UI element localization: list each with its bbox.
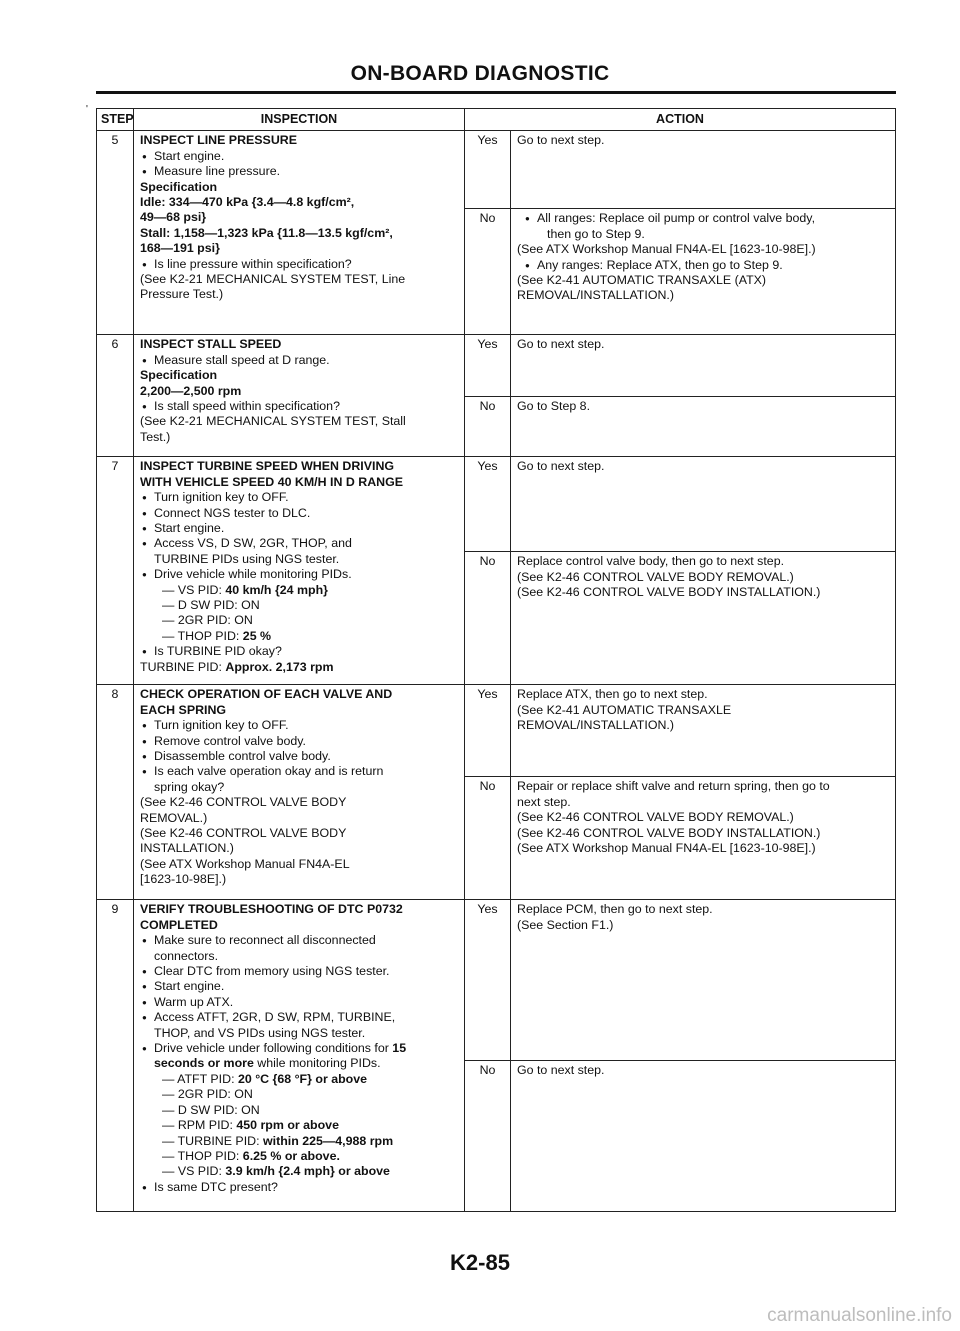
text-segment: (See K2-46 CONTROL VALVE BODY [140,826,347,841]
text-line [517,1063,889,1078]
line-heading [140,226,458,257]
text-segment: ● Access VS, D SW, 2GR, THOP, and [154,536,352,551]
text-segment: INSPECT STALL SPEED [140,337,282,352]
text-segment: — D SW PID: ON [162,1102,260,1117]
line-heading [140,195,458,226]
step-number: 8 [97,685,134,900]
text-segment: VERIFY TROUBLESHOOTING OF DTC P0732 [140,902,403,917]
text-segment: TURBINE PIDs using NGS tester. [154,551,340,566]
table-row [97,131,896,209]
text-segment: — ATFT PID: [162,1071,238,1086]
table-row [97,685,896,777]
bullet-item [140,1180,458,1195]
diagnostic-table [96,108,896,1212]
text-segment: Connect NGS tester to DLC. [154,505,311,520]
bullet-item [140,1010,458,1041]
text-segment: Disassemble control valve body. [154,749,331,764]
text-segment: Specification [140,179,218,194]
answer-cell: Yes [465,900,511,1061]
bullet-item [140,567,458,582]
text-segment: Go to next step. [517,1063,605,1078]
bullet-item [140,644,458,659]
text-segment: — THOP PID: [162,628,243,643]
line-heading [140,459,458,490]
text-segment: Is same DTC present? [154,1179,278,1194]
answer-cell: No [465,397,511,457]
text-segment: Measure stall speed at D range. [154,352,330,367]
step-number: 7 [97,457,134,685]
bold-value: Approx. 2,173 rpm [225,659,334,674]
text-line [517,570,889,585]
text-segment: WITH VEHICLE SPEED 40 KM/H IN D RANGE [140,474,403,489]
text-segment: 49—68 psi} [140,210,207,225]
text-segment: THOP, and VS PIDs using NGS tester. [154,1025,366,1040]
bold-value: 6.25 % or above. [242,1148,340,1163]
table-row [97,335,896,397]
text-segment: — 2GR PID: ON [162,613,253,628]
title-rule [96,91,896,94]
text-line [517,703,889,734]
line-heading [140,337,458,352]
answer-cell: Yes [465,131,511,209]
text-segment: (See ATX Workshop Manual FN4A-EL [1623-10-98E].) [517,841,816,856]
text-segment: Replace PCM, then go to next step. [517,902,713,917]
text-segment: Any ranges: Replace ATX, then go to Step 9. [537,257,783,272]
answer-cell: Yes [465,457,511,552]
margin-mark: ' [86,104,88,115]
bullet-item [140,353,458,368]
inspection-cell [134,131,465,335]
text-line [517,902,889,917]
line-heading [140,133,458,148]
bullet-item [140,257,458,272]
text-line [140,660,458,675]
text-segment: Start engine. [154,979,225,994]
text-line [517,554,889,569]
text-line [517,399,889,414]
bullet-item [140,506,458,521]
text-line [140,414,458,445]
line-heading [140,687,458,718]
inspection-cell [134,335,465,457]
text-segment: Go to next step. [517,459,605,474]
text-segment: (See K2-46 CONTROL VALVE BODY REMOVAL.) [517,569,794,584]
text-segment: REMOVAL/INSTALLATION.) [517,718,674,733]
text-segment: ● Access ATFT, 2GR, D SW, RPM, TURBINE, [154,1010,396,1025]
bullet-item [140,149,458,164]
text-segment: spring okay? [154,779,225,794]
text-segment: REMOVAL.) [140,810,208,825]
bullet-item [517,258,889,273]
text-line [140,1149,458,1164]
text-segment: — TURBINE PID: [162,1133,263,1148]
step-number: 9 [97,900,134,1212]
text-segment: — THOP PID: [162,1148,243,1163]
text-segment: INSTALLATION.) [140,841,234,856]
text-line [517,273,889,304]
bullet-item [140,979,458,994]
text-line [140,583,458,598]
text-line [517,918,889,933]
text-segment: CHECK OPERATION OF EACH VALVE AND [140,687,393,702]
text-segment: (See K2-41 AUTOMATIC TRANSAXLE [517,702,732,717]
page-title: ON-BOARD DIAGNOSTIC [350,62,610,85]
answer-cell: Yes [465,685,511,777]
text-segment: — 2GR PID: ON [162,1087,253,1102]
column-header-step: STEP [97,109,134,131]
bullet-item [140,536,458,567]
bold-value: 15 seconds or more [154,1041,407,1071]
text-segment: REMOVAL/INSTALLATION.) [517,288,674,303]
table-row [97,457,896,552]
text-segment: Is line pressure within specification? [154,256,352,271]
text-segment: (See ATX Workshop Manual FN4A-EL [140,856,350,871]
text-line [140,629,458,644]
text-line [517,841,889,856]
text-line [517,687,889,702]
text-line [517,337,889,352]
text-segment: — RPM PID: [162,1118,237,1133]
text-segment: ● Make sure to reconnect all disconnected [154,933,376,948]
text-line [517,779,889,810]
text-segment: Replace ATX, then go to next step. [517,687,708,702]
text-segment: Stall: 1,158—1,323 kPa {11.8—13.5 kgf/cm², [140,225,393,240]
text-line [140,1103,458,1118]
text-line [517,810,889,825]
bullet-item [140,490,458,505]
column-header-inspection: INSPECTION [134,109,465,131]
bullet-item [140,749,458,764]
text-segment: COMPLETED [140,917,218,932]
table-body [97,131,896,1212]
action-cell [511,685,896,777]
text-line [517,459,889,474]
answer-cell: No [465,777,511,900]
action-cell [511,1061,896,1212]
bullet-item [140,734,458,749]
action-cell [511,777,896,900]
inspection-cell [134,685,465,900]
bullet-item [140,764,458,795]
text-segment: (See ATX Workshop Manual FN4A-EL [1623-10-98E].) [517,242,816,257]
text-segment: then go to Step 9. [547,226,645,241]
text-segment: (See K2-46 CONTROL VALVE BODY INSTALLATION.) [517,825,821,840]
text-segment: while monitoring PIDs. [253,1056,381,1071]
text-line [140,1118,458,1133]
table-header-row [97,109,896,131]
action-cell [511,397,896,457]
text-segment: (See K2-21 MECHANICAL SYSTEM TEST, Line [140,272,406,287]
page-number: K2-85 [450,1250,510,1275]
text-segment: Turn ignition key to OFF. [154,490,289,505]
text-line [140,1072,458,1087]
text-segment: Go to next step. [517,337,605,352]
inspection-cell [134,900,465,1212]
bullet-item [140,521,458,536]
step-number: 5 [97,131,134,335]
text-line [140,598,458,613]
step-number: 6 [97,335,134,457]
bullet-item [140,718,458,733]
text-segment: Go to next step. [517,133,605,148]
answer-cell: Yes [465,335,511,397]
text-segment: Go to Step 8. [517,399,591,414]
bullet-item [140,964,458,979]
text-segment: Warm up ATX. [154,994,234,1009]
line-heading [140,384,458,399]
answer-cell: No [465,209,511,335]
text-segment: Repair or replace shift valve and return spring, then go to [517,779,830,794]
text-segment: Drive vehicle while monitoring PIDs. [154,567,352,582]
action-cell [511,209,896,335]
text-line [140,1134,458,1149]
text-line [517,585,889,600]
text-segment: Remove control valve body. [154,733,306,748]
text-segment: — VS PID: [162,1164,226,1179]
text-line [517,242,889,257]
text-segment: Replace control valve body, then go to next step. [517,554,785,569]
text-line [140,826,458,857]
text-segment: Is stall speed within specification? [154,399,340,414]
text-segment: — D SW PID: ON [162,598,260,613]
text-segment: (See K2-21 MECHANICAL SYSTEM TEST, Stall [140,414,406,429]
text-segment: [1623-10-98E].) [140,872,227,887]
watermark: carmanualsonline.info [767,1305,952,1326]
text-segment: INSPECT TURBINE SPEED WHEN DRIVING [140,459,395,474]
text-segment: Clear DTC from memory using NGS tester. [154,964,390,979]
text-segment: Turn ignition key to OFF. [154,718,289,733]
text-segment: (See K2-41 AUTOMATIC TRANSAXLE (ATX) [517,273,767,288]
text-segment: Start engine. [154,521,225,536]
text-segment: connectors. [154,948,219,963]
text-segment: INSPECT LINE PRESSURE [140,133,297,148]
text-segment: next step. [517,794,571,809]
bullet-item [517,211,889,242]
text-line [140,857,458,888]
text-line [517,133,889,148]
text-segment: Idle: 334—470 kPa {3.4—4.8 kgf/cm², [140,195,355,210]
bold-value: 40 km/h {24 mph} [225,582,328,597]
bullet-item [140,995,458,1010]
text-segment: EACH SPRING [140,702,227,717]
text-line [140,272,458,303]
inspection-cell [134,457,465,685]
action-cell [511,900,896,1061]
bold-value: within 225—4,988 rpm [262,1133,394,1148]
text-segment: — VS PID: [162,582,226,597]
text-segment: ● Is each valve operation okay and is return [154,764,384,779]
bold-value: 20 °C {68 °F} or above [237,1071,368,1086]
text-segment: (See Section F1.) [517,917,614,932]
bold-value: 450 rpm or above [236,1118,339,1133]
action-cell [511,457,896,552]
text-segment: Specification [140,368,218,383]
text-segment: Test.) [140,429,171,444]
bullet-item [140,164,458,179]
text-line [517,826,889,841]
column-header-action: ACTION [465,109,896,131]
text-segment: 2,200—2,500 rpm [140,383,242,398]
text-segment: Start engine. [154,148,225,163]
text-segment: (See K2-46 CONTROL VALVE BODY REMOVAL.) [517,810,794,825]
text-segment: TURBINE PID: [140,659,226,674]
text-line [140,1087,458,1102]
text-line [140,795,458,826]
bold-value: 3.9 km/h {2.4 mph} or above [225,1164,390,1179]
bold-value: 25 % [242,628,272,643]
action-cell [511,335,896,397]
text-line [140,1164,458,1179]
text-segment: ● All ranges: Replace oil pump or control valve body, [537,211,816,226]
bullet-item [140,933,458,964]
line-heading [140,368,458,383]
text-segment: Drive vehicle under following conditions for [154,1041,393,1056]
text-segment: (See K2-46 CONTROL VALVE BODY INSTALLATION.) [517,585,821,600]
table-row [97,900,896,1061]
answer-cell: No [465,1061,511,1212]
action-cell [511,552,896,685]
line-heading [140,180,458,195]
line-heading [140,902,458,933]
bullet-item [140,1041,458,1072]
action-cell [511,131,896,209]
text-segment: Pressure Test.) [140,287,224,302]
answer-cell: No [465,552,511,685]
text-segment: 168—191 psi} [140,241,220,256]
text-segment: Is TURBINE PID okay? [154,644,282,659]
text-line [140,613,458,628]
text-segment: Measure line pressure. [154,164,281,179]
text-segment: (See K2-46 CONTROL VALVE BODY [140,795,347,810]
bullet-item [140,399,458,414]
